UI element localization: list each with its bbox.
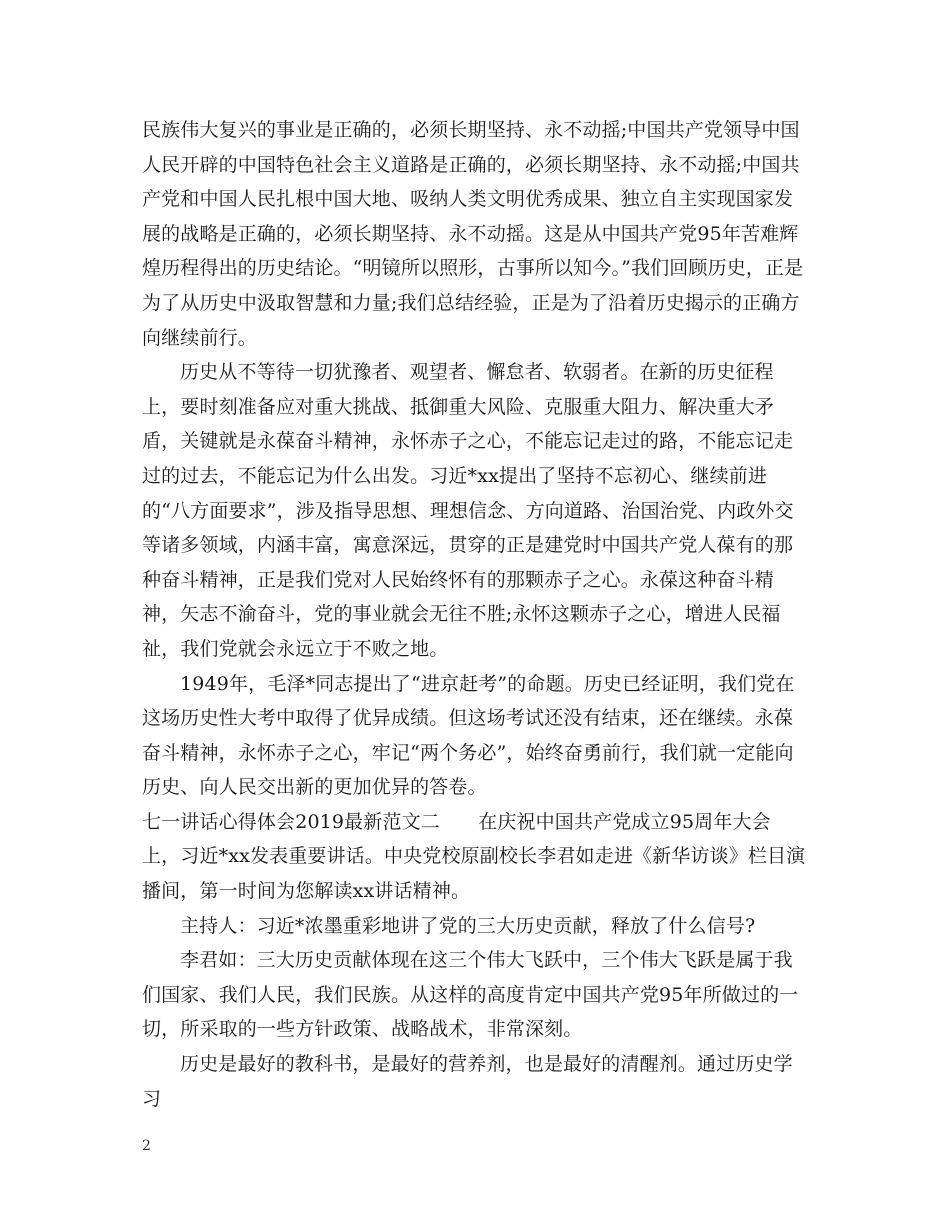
paragraph-li-junru-answer: 李君如：三大历史贡献体现在这三个伟大飞跃中，三个伟大飞跃是属于我们国家、我们人民，我们民族。从这样的高度肯定中国共产党95年所做过的一切，所采取的一些方针政策、战略战术，非常深刻。	[142, 949, 799, 1041]
paragraph-1949-exam: 1949年，毛泽*同志提出了“进京赶考”的命题。历史已经证明，我们党在这场历史性大考中取得了优异成绩。但这场考试还没有结束，还在继续。永葆奋斗精神，永怀赤子之心，牢记“两个务必”，始终奋勇前行，我们就一定能向历史、向人民交出新的更加优异的答卷。	[142, 672, 795, 799]
page-number: 2	[142, 1138, 151, 1154]
paragraph-section-two: 七一讲话心得体会2019最新范文二 在庆祝中国共产党成立95周年大会上，习近*xx发表重要讲话。中央党校原副校长李君如走进《新华访谈》栏目演播间，第一时间为您解读xx讲话精神。	[142, 810, 806, 903]
paragraph-continuation: 民族伟大复兴的事业是正确的，必须长期坚持、永不动摇;中国共产党领导中国人民开辟的中国特色社会主义道路是正确的，必须长期坚持、永不动摇;中国共产党和中国人民扎根中国大地、吸纳人类文明优秀成果、独立自主实现国家发展的战略是正确的，必须长期坚持、永不动摇。这是从中国共产党95年苦难辉煌历程得出的历史结论。“明镜所以照形，古事所以知今。”我们回顾历史，正是为了从历史中汲取智慧和力量;我们总结经验，正是为了沿着历史揭示的正确方向继续前行。	[142, 119, 804, 349]
paragraph-history-textbook: 历史是最好的教科书，是最好的营养剂，也是最好的清醒剂。通过历史学习	[142, 1053, 793, 1110]
document-page	[142, 113, 808, 1116]
paragraph-history-waits: 历史从不等待一切犹豫者、观望者、懈怠者、软弱者。在新的历史征程上，要时刻准备应对重大挑战、抵御重大风险、克服重大阻力、解决重大矛盾，关键就是永葆奋斗精神，永怀赤子之心，不能忘记走过的路，不能忘记走过的过去，不能忘记为什么出发。习近*xx提出了坚持不忘初心、继续前进的“八方面要求”，涉及指导思想、理想信念、方向道路、治国治党、内政外交等诸多领域，内涵丰富，寓意深远，贯穿的正是建党时中国共产党人葆有的那种奋斗精神，正是我们党对人民始终怀有的那颗赤子之心。永葆这种奋斗精神，矢志不渝奋斗，党的事业就会无往不胜;永怀这颗赤子之心，增进人民福祉，我们党就会永远立于不败之地。	[142, 361, 794, 660]
paragraph-host-question: 主持人：习近*浓墨重彩地讲了党的三大历史贡献，释放了什么信号?	[180, 914, 756, 937]
